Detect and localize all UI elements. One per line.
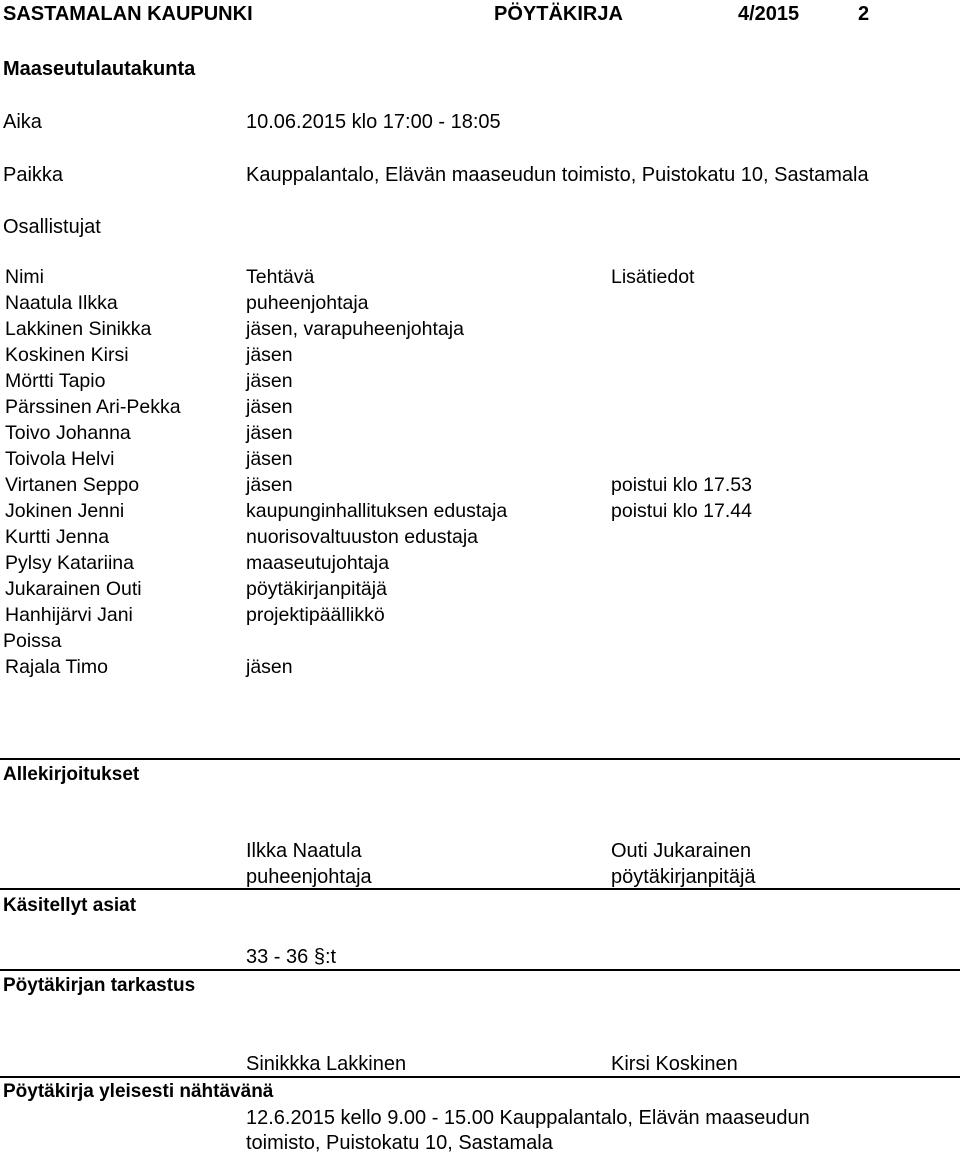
- absent-role: jäsen: [246, 656, 293, 678]
- participant-role: jäsen: [246, 422, 293, 444]
- table-row: [5, 422, 955, 448]
- handled-value: 33 - 36 §:t: [246, 946, 337, 968]
- participant-name: Naatula Ilkka: [5, 292, 118, 314]
- public-display-label: Pöytäkirja yleisesti nähtävänä: [3, 1081, 274, 1102]
- table-row: [5, 448, 955, 474]
- participant-role: jäsen: [246, 344, 293, 366]
- public-display-divider: [0, 1076, 960, 1078]
- public-display-line-1: 12.6.2015 kello 9.00 - 15.00 Kauppalantalo, Elävän maaseudun: [246, 1107, 810, 1129]
- column-header-name: Nimi: [5, 266, 44, 288]
- participant-name: Hanhijärvi Jani: [5, 604, 133, 626]
- chairperson-title: puheenjohtaja: [246, 866, 372, 888]
- participant-name: Koskinen Kirsi: [5, 344, 129, 366]
- public-display-line-2: toimisto, Puistokatu 10, Sastamala: [246, 1132, 553, 1154]
- participant-role: puheenjohtaja: [246, 292, 369, 314]
- participant-name: Pärssinen Ari-Pekka: [5, 396, 181, 418]
- secretary-name: Outi Jukarainen: [611, 840, 752, 862]
- place-label: Paikka: [3, 164, 64, 186]
- chairperson-name: Ilkka Naatula: [246, 840, 362, 862]
- absent-label-text: Poissa: [3, 630, 62, 652]
- document-type: PÖYTÄKIRJA: [494, 3, 623, 25]
- participant-name: Jokinen Jenni: [5, 500, 125, 522]
- column-header-role: Tehtävä: [246, 266, 315, 288]
- absent-label: [3, 630, 953, 656]
- participant-name: Kurtti Jenna: [5, 526, 110, 548]
- participant-name: Mörtti Tapio: [5, 370, 106, 392]
- place-value: Kauppalantalo, Elävän maaseudun toimisto, Puistokatu 10, Sastamala: [246, 164, 869, 186]
- table-row: [5, 526, 955, 552]
- participants-label: Osallistujat: [3, 216, 101, 238]
- participant-name: Toivo Johanna: [5, 422, 131, 444]
- participant-name: Pylsy Katariina: [5, 552, 134, 574]
- participant-role: nuorisovaltuuston edustaja: [246, 526, 478, 548]
- handled-divider: [0, 888, 960, 890]
- table-row: [5, 474, 955, 500]
- document-number: 4/2015: [738, 3, 800, 25]
- column-header-notes: Lisätiedot: [611, 266, 695, 288]
- absent-row: [5, 656, 955, 682]
- table-row: [5, 292, 955, 318]
- participant-name: Virtanen Seppo: [5, 474, 140, 496]
- table-row: [5, 396, 955, 422]
- signatures-heading: Allekirjoitukset: [3, 764, 140, 785]
- reviewer-2-name: Kirsi Koskinen: [611, 1053, 738, 1075]
- participant-notes: poistui klo 17.44: [611, 500, 752, 522]
- absent-name: Rajala Timo: [5, 656, 108, 678]
- participant-name: Toivola Helvi: [5, 448, 115, 470]
- table-row: [5, 344, 955, 370]
- participant-role: kaupunginhallituksen edustaja: [246, 500, 508, 522]
- table-row: [5, 500, 955, 526]
- table-row: [5, 604, 955, 630]
- table-row: [5, 370, 955, 396]
- handled-label: Käsitellyt asiat: [3, 895, 137, 916]
- table-header-row: [5, 266, 955, 292]
- participant-role: jäsen: [246, 448, 293, 470]
- participant-role: jäsen, varapuheenjohtaja: [246, 318, 464, 340]
- participant-notes: poistui klo 17.53: [611, 474, 752, 496]
- signatures-divider: [0, 758, 960, 760]
- participant-role: jäsen: [246, 396, 293, 418]
- secretary-title: pöytäkirjanpitäjä: [611, 866, 756, 888]
- participant-role: maaseutujohtaja: [246, 552, 390, 574]
- table-row: [5, 552, 955, 578]
- organization-name: SASTAMALAN KAUPUNKI: [3, 3, 253, 25]
- time-label: Aika: [3, 111, 42, 133]
- table-row: [5, 318, 955, 344]
- participant-name: Jukarainen Outi: [5, 578, 142, 600]
- review-divider: [0, 969, 960, 971]
- board-name: Maaseutulautakunta: [3, 58, 196, 80]
- participant-role: projektipäällikkö: [246, 604, 385, 626]
- participant-role: jäsen: [246, 474, 293, 496]
- review-label: Pöytäkirjan tarkastus: [3, 975, 196, 996]
- time-value: 10.06.2015 klo 17:00 - 18:05: [246, 111, 501, 133]
- participant-role: pöytäkirjanpitäjä: [246, 578, 387, 600]
- participant-name: Lakkinen Sinikka: [5, 318, 152, 340]
- reviewer-1-name: Sinikkka Lakkinen: [246, 1053, 407, 1075]
- page-number: 2: [858, 3, 870, 25]
- participant-role: jäsen: [246, 370, 293, 392]
- table-row: [5, 578, 955, 604]
